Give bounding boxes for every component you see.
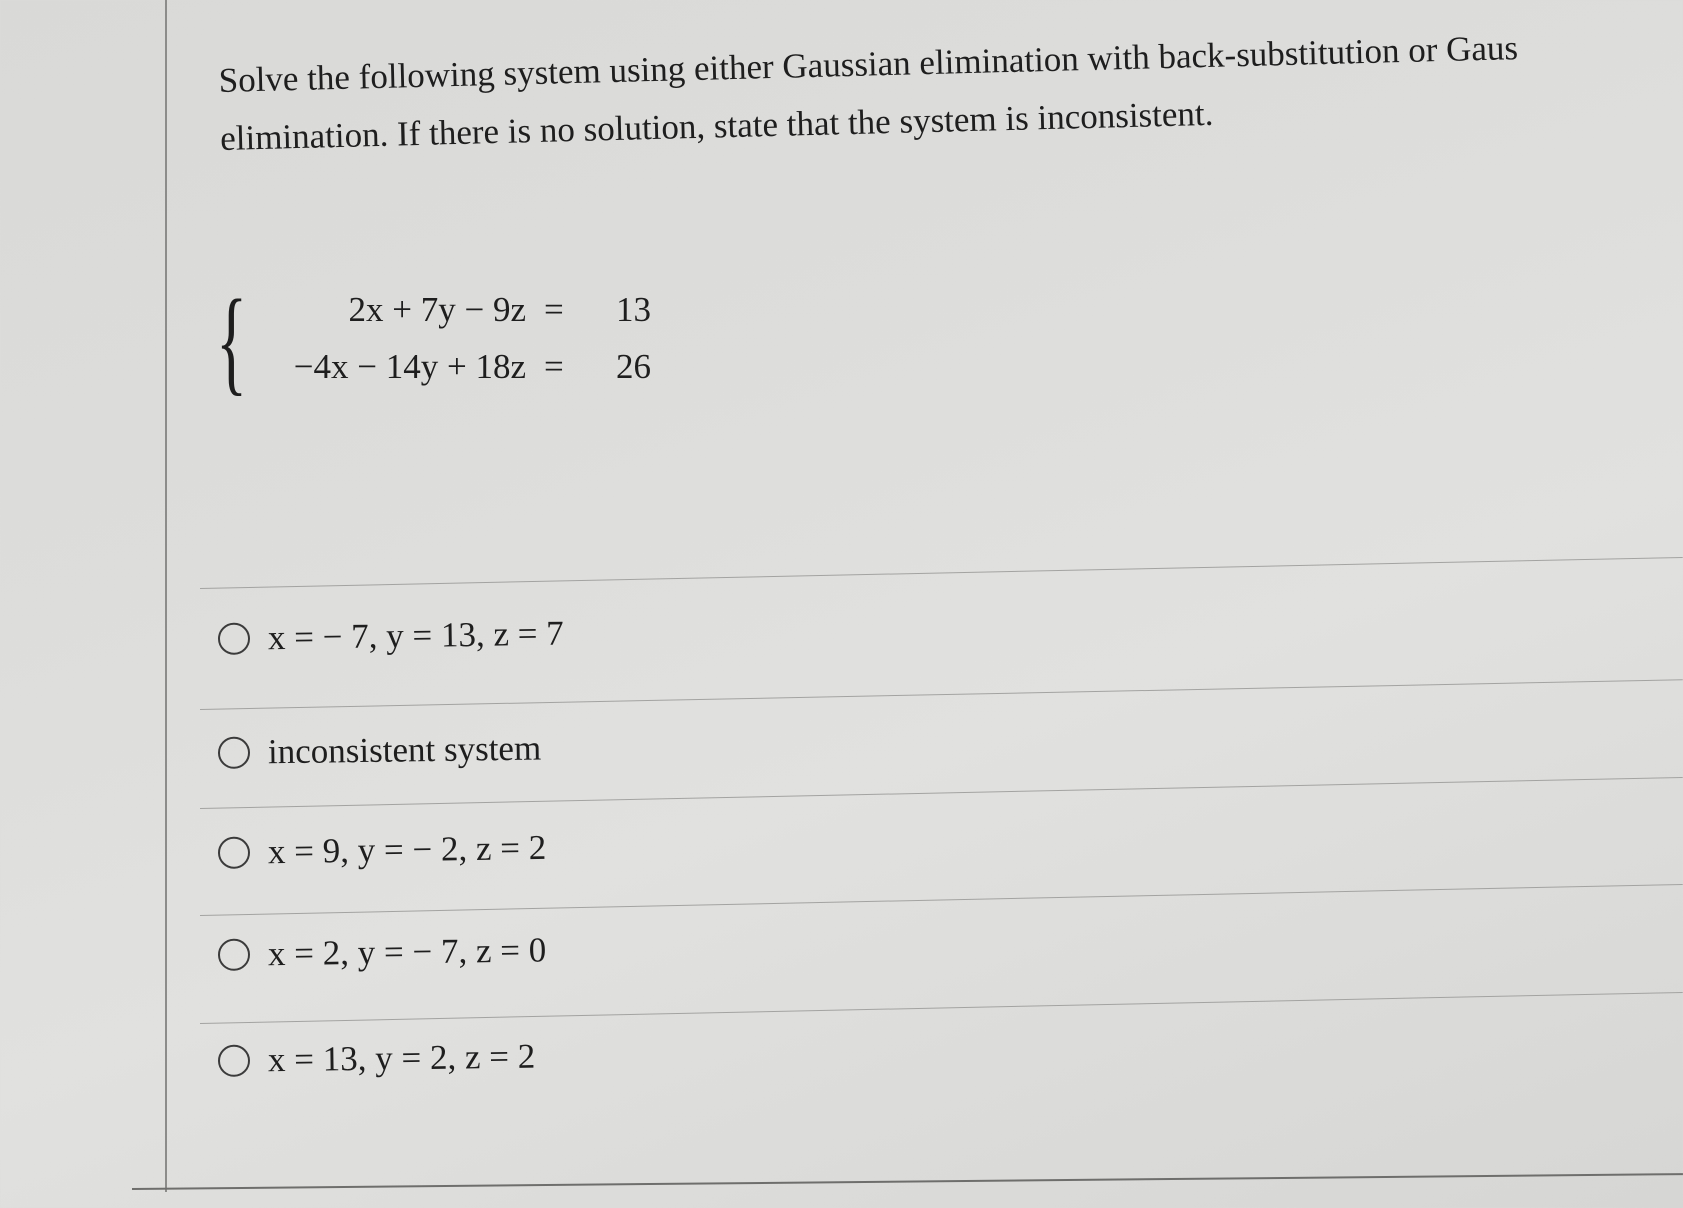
- question-line-2: elimination. If there is no solution, state that the system is inconsistent.: [219, 93, 1214, 158]
- option-divider: [200, 992, 1683, 1024]
- radio-button[interactable]: [218, 737, 250, 769]
- equation-row: [244, 345, 674, 389]
- page-edge-border: [165, 0, 167, 1192]
- equation-rhs: 26: [616, 347, 651, 386]
- equation-lhs: 2x + 7y − 9z: [348, 290, 526, 329]
- question-text: [218, 15, 1683, 168]
- radio-button[interactable]: [218, 836, 250, 868]
- option-label: inconsistent system: [267, 728, 542, 772]
- page-bottom-border: [132, 1173, 1683, 1190]
- option-divider: [200, 557, 1683, 589]
- equation-row: [244, 288, 674, 332]
- option-label: x = − 7, y = 13, z = 7: [267, 613, 565, 658]
- option-label: x = 13, y = 2, z = 2: [267, 1036, 536, 1080]
- answer-option-2[interactable]: [218, 723, 542, 778]
- option-label: x = 9, y = − 2, z = 2: [267, 827, 547, 872]
- question-line-1: Solve the following system using either Gaussian elimination with back-substitution or Gaus: [218, 28, 1519, 100]
- option-divider: [200, 777, 1683, 809]
- answer-option-5[interactable]: [218, 1032, 536, 1086]
- left-brace-symbol: {: [216, 275, 248, 406]
- equation-system: [216, 275, 676, 408]
- answer-option-1[interactable]: [218, 609, 564, 664]
- option-divider: [200, 884, 1683, 916]
- equation-rhs: 13: [616, 290, 651, 329]
- equals-sign: =: [544, 347, 564, 386]
- answer-option-4[interactable]: [218, 925, 547, 980]
- option-label: x = 2, y = − 7, z = 0: [267, 930, 547, 974]
- option-divider: [200, 679, 1683, 710]
- radio-button[interactable]: [218, 1045, 250, 1077]
- equals-sign: =: [544, 290, 564, 329]
- equation-lhs: −4x − 14y + 18z: [293, 347, 526, 386]
- radio-button[interactable]: [218, 622, 250, 654]
- radio-button[interactable]: [218, 939, 250, 971]
- answer-option-3[interactable]: [218, 823, 547, 878]
